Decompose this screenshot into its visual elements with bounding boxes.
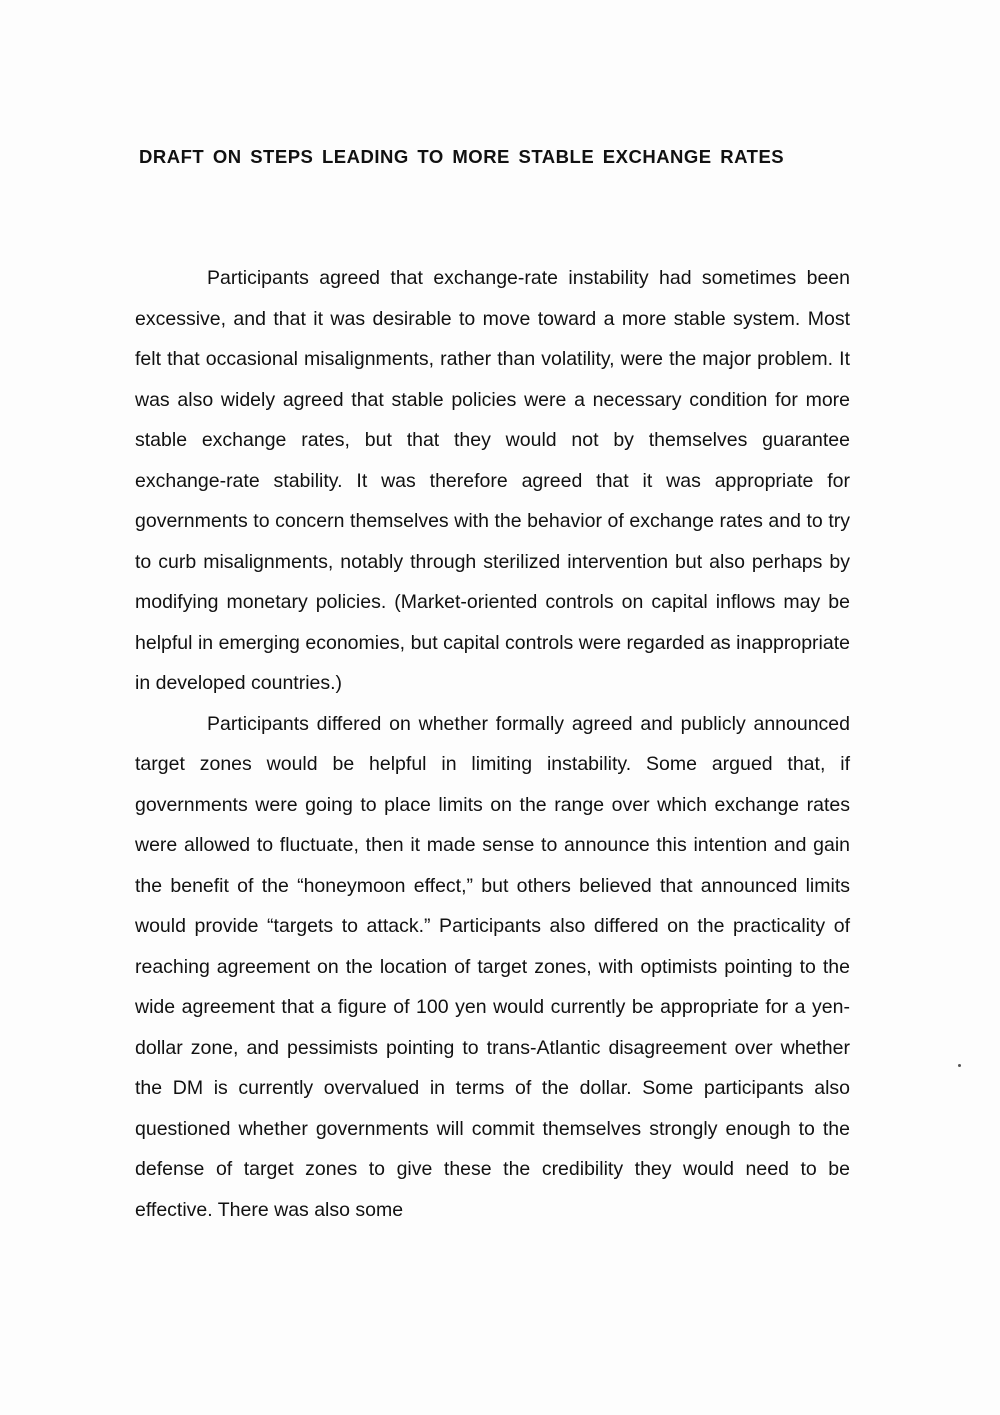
scan-speck xyxy=(958,1064,961,1067)
paragraph-2: Participants differed on whether formally agreed and publicly announced target zones would be helpful in limiting instability. Some argued that, if governments were going to place limits on the range over which exchange rates were allowed to fluctuate, then it made sense to announce this intention and gain the benefit of the “honeymoon effect,” but others believed that announced limits would provide “targets to attack.” Participants also differed on the practicality of reaching agreement on the location of target zones, with optimists pointing to the wide agreement that a figure of 100 yen would currently be appropriate for a yen-dollar zone, and pessimists pointing to trans-Atlantic disagreement over whether the DM is currently overvalued in terms of the dollar. Some participants also questioned whether governments will commit themselves strongly enough to the defense of target zones to give these the credibility they would need to be effective. There was also some xyxy=(135,712,850,1221)
document-body xyxy=(135,258,850,1230)
paragraph-1: Participants agreed that exchange-rate instability had sometimes been excessive, and that it was desirable to move toward a more stable system. Most felt that occasional misalignments, rather than volatility, were the major problem. It was also widely agreed that stable policies were a necessary condition for more stable exchange rates, but that they would not by themselves guarantee exchange-rate stability. It was therefore agreed that it was appropriate for governments to concern themselves with the behavior of exchange rates and to try to curb misalignments, notably through sterilized intervention but also perhaps by modifying monetary policies. (Market-oriented controls on capital inflows may be helpful in emerging economies, but capital controls were regarded as inappropriate in developed countries.) xyxy=(135,267,850,694)
document-title: DRAFT ON STEPS LEADING TO MORE STABLE EXCHANGE RATES xyxy=(139,146,785,167)
